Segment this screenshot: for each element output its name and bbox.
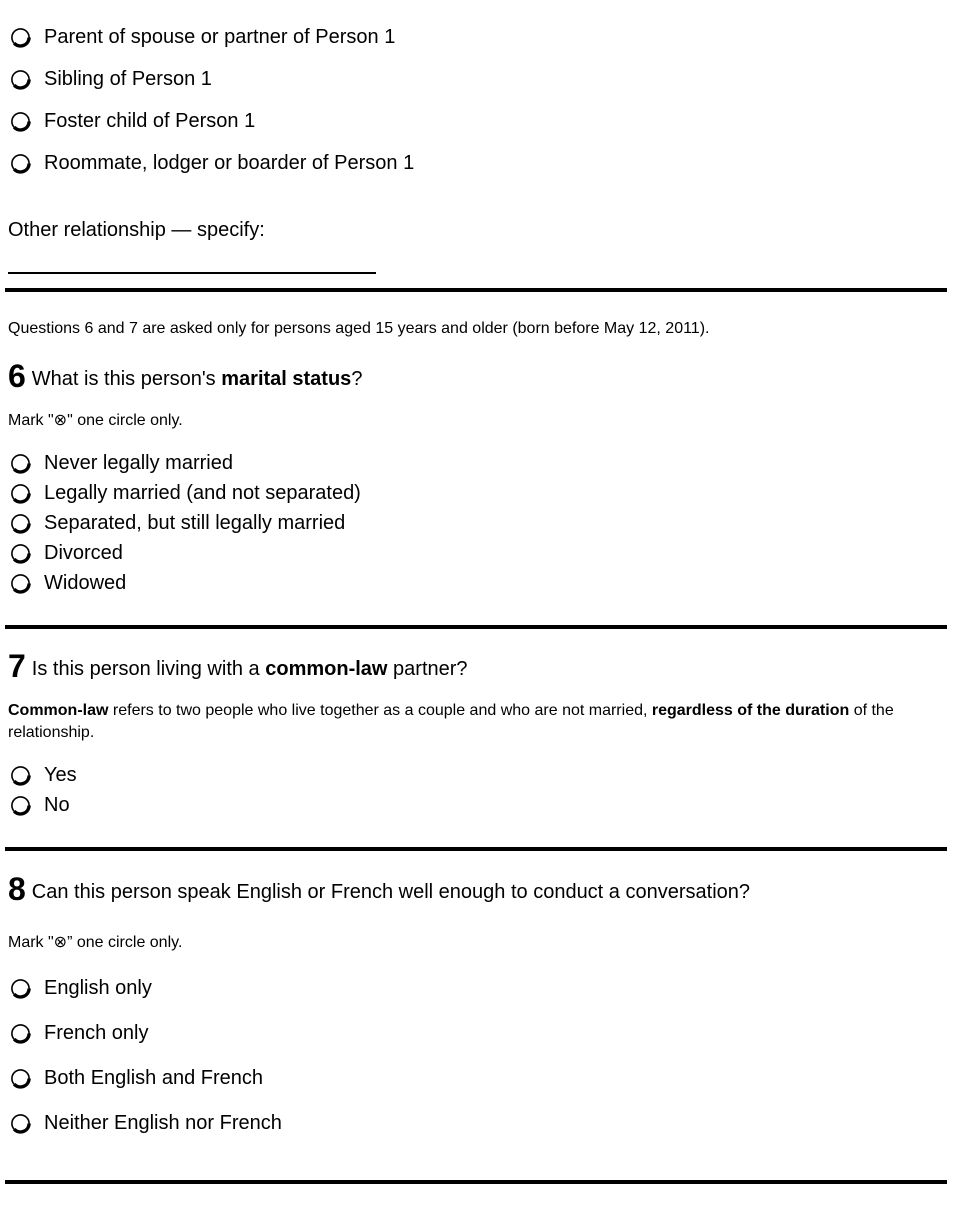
radio-circle-icon[interactable]: [10, 1113, 31, 1134]
q6-instruction: Mark "⊗" one circle only.: [8, 412, 183, 429]
q7-option-label: Yes: [44, 764, 77, 786]
radio-circle-icon[interactable]: [10, 573, 31, 594]
q6-number: 6: [8, 358, 26, 394]
radio-circle-icon[interactable]: [10, 153, 31, 174]
q5-option-label: Roommate, lodger or boarder of Person 1: [44, 152, 415, 174]
q5-option-sibling[interactable]: [10, 67, 212, 91]
radio-circle-icon[interactable]: [10, 513, 31, 534]
q8-option-french-only[interactable]: [10, 1021, 149, 1045]
q8-number: 8: [8, 871, 26, 907]
q7-heading: [8, 648, 468, 687]
radio-circle-icon[interactable]: [10, 27, 31, 48]
radio-circle-icon[interactable]: [10, 765, 31, 786]
other-relationship-label: Other relationship — specify:: [8, 219, 265, 241]
section-divider: [5, 288, 947, 292]
radio-circle-icon[interactable]: [10, 1068, 31, 1089]
q8-option-label: Both English and French: [44, 1067, 264, 1089]
q6-option-divorced[interactable]: [10, 541, 123, 565]
radio-circle-icon[interactable]: [10, 1023, 31, 1044]
radio-circle-icon[interactable]: [10, 69, 31, 90]
q8-option-label: Neither English nor French: [44, 1112, 282, 1134]
q5-option-parent-of-spouse[interactable]: [10, 25, 395, 49]
q6-option-label: Separated, but still legally married: [44, 512, 346, 534]
q7-option-yes[interactable]: [10, 763, 77, 787]
radio-circle-icon[interactable]: [10, 453, 31, 474]
q6-heading: [8, 358, 362, 397]
q7-option-no[interactable]: [10, 793, 70, 817]
section-divider: [5, 1180, 947, 1184]
q6-option-label: Never legally married: [44, 452, 233, 474]
q5-option-foster-child[interactable]: [10, 109, 255, 133]
q7-def-bold-2: regardless of the duration: [651, 702, 850, 719]
q6-text-before: What is this person's: [31, 368, 222, 390]
q7-def-mid: refers to two people who live together as a couple and who are not married,: [108, 702, 652, 719]
q5-option-label: Parent of spouse or partner of Person 1: [44, 26, 396, 48]
q7-number: 7: [8, 648, 26, 684]
q5-option-label: Foster child of Person 1: [44, 110, 256, 132]
other-relationship-underline: [8, 272, 376, 274]
q8-option-both[interactable]: [10, 1066, 263, 1090]
q6-option-widowed[interactable]: [10, 571, 126, 595]
section-divider: [5, 625, 947, 629]
q8-text: Can this person speak English or French well enough to conduct a conversation?: [31, 881, 750, 903]
q7-option-label: No: [44, 794, 70, 816]
q5-option-label: Sibling of Person 1: [44, 68, 212, 90]
q6-option-label: Legally married (and not separated): [44, 482, 361, 504]
age-note: Questions 6 and 7 are asked only for persons aged 15 years and older (born before May 12, 2011).: [8, 320, 710, 337]
radio-circle-icon[interactable]: [10, 483, 31, 504]
q7-def-bold-1: Common-law: [8, 702, 109, 719]
q7-definition: [8, 700, 928, 744]
radio-circle-icon[interactable]: [10, 543, 31, 564]
q8-option-label: English only: [44, 977, 152, 999]
q5-option-roommate[interactable]: [10, 151, 414, 175]
other-relationship-input[interactable]: [8, 246, 376, 272]
q6-option-never-married[interactable]: [10, 451, 233, 475]
q8-heading: [8, 871, 750, 910]
q6-text-bold: marital status: [221, 368, 352, 390]
radio-circle-icon[interactable]: [10, 795, 31, 816]
q6-option-label: Widowed: [44, 572, 127, 594]
section-divider: [5, 847, 947, 851]
radio-circle-icon[interactable]: [10, 978, 31, 999]
q7-text-after: partner?: [387, 658, 468, 680]
q6-option-label: Divorced: [44, 542, 123, 564]
q7-text-before: Is this person living with a: [31, 658, 266, 680]
q6-option-legally-married[interactable]: [10, 481, 361, 505]
q7-text-bold: common-law: [265, 658, 388, 680]
q7-def-end: of the relationship.: [8, 702, 894, 741]
q6-option-separated[interactable]: [10, 511, 345, 535]
radio-circle-icon[interactable]: [10, 111, 31, 132]
q8-option-english-only[interactable]: [10, 976, 152, 1000]
q8-option-label: French only: [44, 1022, 149, 1044]
q8-option-neither[interactable]: [10, 1111, 282, 1135]
q8-instruction: Mark "⊗” one circle only.: [8, 934, 183, 951]
q6-text-after: ?: [351, 368, 363, 390]
